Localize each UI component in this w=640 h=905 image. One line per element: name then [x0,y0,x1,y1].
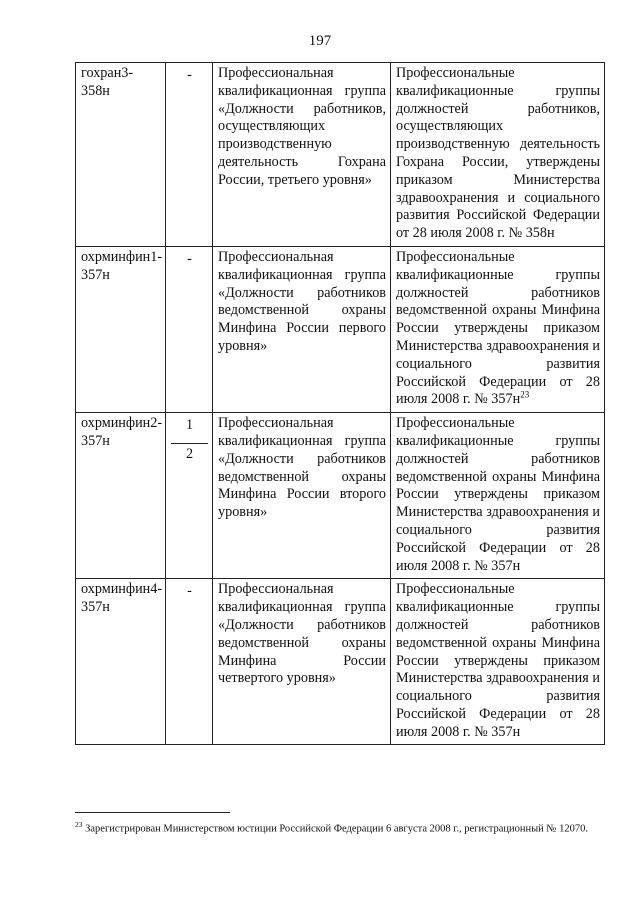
row-group: Профессиональная квалификационная группа «Должности работников ведомственной охраны Минфина России второго уровня» [213,413,391,579]
row-group: Профессиональная квалификационная группа «Должности работников ведомственной охраны Минфина России первого уровня» [213,246,391,412]
row-sub-cell [166,579,213,745]
row-group: Профессиональная квалификационная группа «Должности работников ведомственной охраны Минфина России четвертого уровня» [213,579,391,745]
row-basis [391,63,605,247]
table-row [76,413,605,579]
row-basis [391,579,605,745]
footnote-marker: 23 [75,820,83,829]
row-sub-value: - [187,67,192,83]
footnote-reference: 23 [520,389,530,400]
row-code: гохран3-358н [76,63,166,247]
row-sub-value: 1 [185,417,194,434]
table-row [76,63,605,247]
row-basis-text: Профессиональные квалификационные группы должностей работников, осуществляющих производственную деятельность Гохрана России, утверждены приказом Министерства здравоохранения и социального развития Российской Федерации от 28 июля 2008 г. № 358н [396,65,600,242]
footnote-text: Зарегистрирован Министерством юстиции Российской Федерации 6 августа 2008 г., регистрационный № 12070. [85,823,588,835]
page-number: 197 [308,33,332,49]
row-sub-value: - [187,583,192,600]
row-sub-cell [166,63,213,247]
row-sub-cell [166,246,213,412]
row-sub-cell [166,413,213,579]
footnote [75,818,610,836]
row-sub-value: - [187,250,192,267]
row-basis-text: Профессиональные квалификационные группы должностей работников ведомственной охраны Минфина России утверждены приказом Министерства здравоохранения и социального развития Российской Федерации от 28 июля 2008 г. № 357н [396,415,600,574]
table-row [76,579,605,745]
footnote-separator [75,812,230,813]
row-basis-text: Профессиональные квалификационные группы должностей работников ведомственной охраны Минфина России утверждены приказом Министерства здравоохранения и социального развития Российской Федерации от 28 июля 2008 г. № 357н [396,581,600,740]
row-code: охрминфин2-357н [76,413,166,579]
qualification-groups-table [75,62,605,745]
row-basis [391,413,605,579]
row-code: охрминфин1-357н [76,246,166,412]
row-basis [391,246,605,412]
row-code: охрминфин4-357н [76,579,166,745]
table-row [76,246,605,412]
row-sub-value: 2 [171,443,208,472]
row-group: Профессиональная квалификационная группа «Должности работников, осуществляющих производственную деятельность Гохрана России, третьего уровня» [213,63,391,247]
row-basis-text: Профессиональные квалификационные группы должностей работников ведомственной охраны Минфина России утверждены приказом Министерства здравоохранения и социального развития Российской Федерации от 28 июля 2008 г. № 357н [396,248,600,408]
